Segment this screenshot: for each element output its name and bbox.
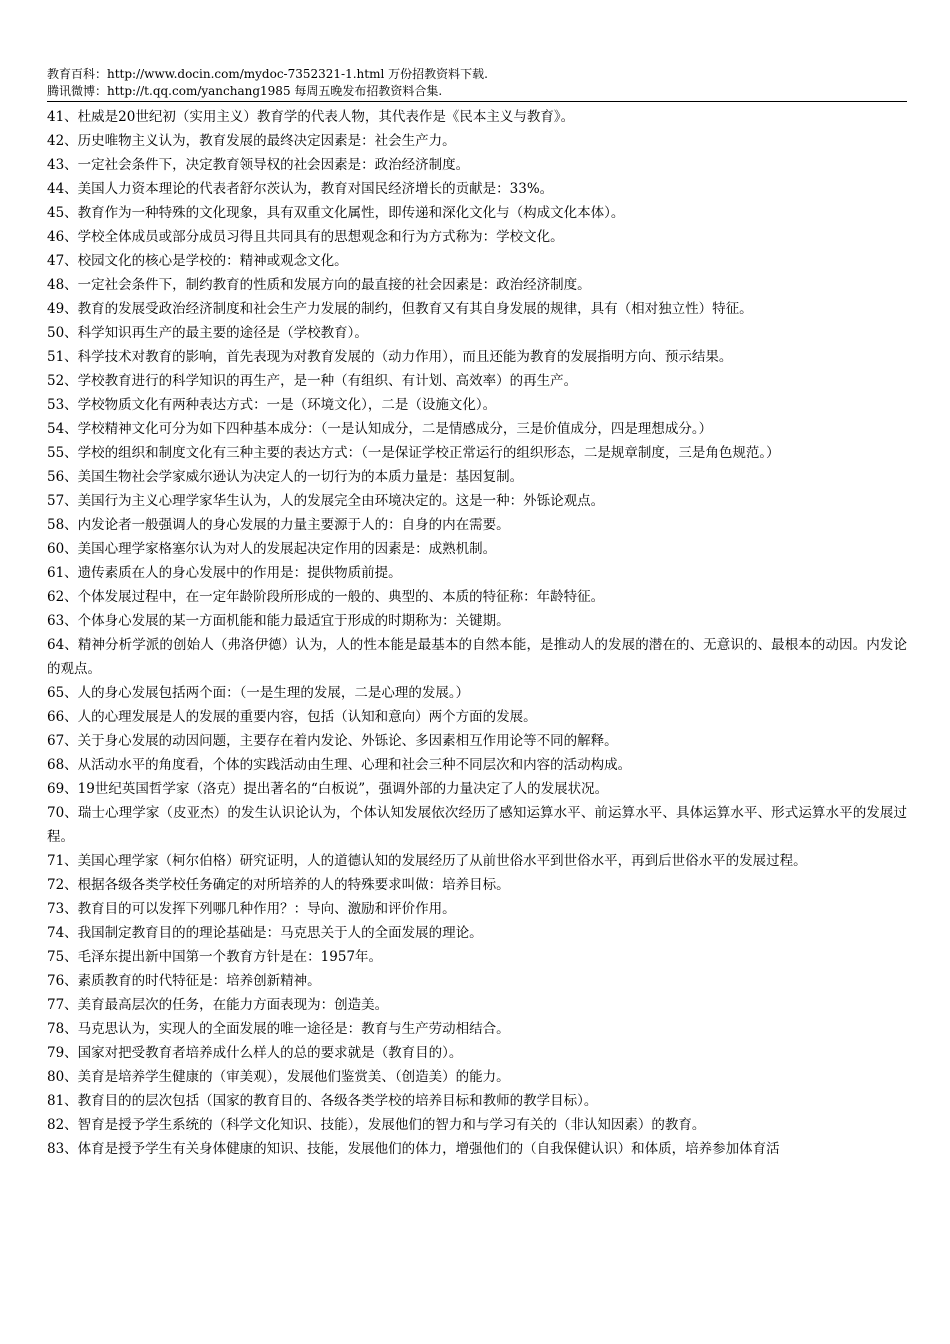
list-item: 75、毛泽东提出新中国第一个教育方针是在：1957年。	[47, 949, 383, 965]
list-item: 49、教育的发展受政治经济制度和社会生产力发展的制约，但教育又有其自身发展的规律，具有（相对独立性）特征。	[47, 301, 753, 317]
list-item: 43、一定社会条件下，决定教育领导权的社会因素是：政治经济制度。	[47, 157, 470, 173]
list-item: 45、教育作为一种特殊的文化现象，具有双重文化属性，即传递和深化文化与（构成文化本体）。	[47, 205, 625, 221]
list-item: 69、19世纪英国哲学家（洛克）提出著名的“白板说”，强调外部的力量决定了人的发展状况。	[47, 781, 609, 797]
list-item: 66、人的心理发展是人的发展的重要内容，包括（认知和意向）两个方面的发展。	[47, 709, 537, 725]
list-item: 71、美国心理学家（柯尔伯格）研究证明，人的道德认知的发展经历了从前世俗水平到世俗水平，再到后世俗水平的发展过程。	[47, 853, 807, 869]
list-item: 62、个体发展过程中，在一定年龄阶段所形成的一般的、典型的、本质的特征称：年龄特征。	[47, 589, 605, 605]
list-item: 83、体育是授予学生有关身体健康的知识、技能，发展他们的体力，增强他们的（自我保健认识）和体质，培养参加体育活	[47, 1141, 780, 1157]
list-item: 76、素质教育的时代特征是：培养创新精神。	[47, 973, 321, 989]
list-item: 42、历史唯物主义认为，教育发展的最终决定因素是：社会生产力。	[47, 133, 456, 149]
list-item: 57、美国行为主义心理学家华生认为，人的发展完全由环境决定的。这是一种：外铄论观点。	[47, 493, 605, 509]
header-docin-line: 教育百科：http://www.docin.com/mydoc-7352321-1.html 万份招教资料下载.	[47, 67, 488, 81]
list-item: 82、智育是授予学生系统的（科学文化知识、技能），发展他们的智力和与学习有关的（非认知因素）的教育。	[47, 1117, 706, 1133]
list-item: 56、美国生物社会学家威尔逊认为决定人的一切行为的本质力量是：基因复制。	[47, 469, 524, 485]
list-item: 53、学校物质文化有两种表达方式：一是（环境文化），二是（设施文化）。	[47, 397, 497, 413]
list-item: 78、马克思认为，实现人的全面发展的唯一途径是：教育与生产劳动相结合。	[47, 1021, 510, 1037]
list-item: 72、根据各级各类学校任务确定的对所培养的人的特殊要求叫做：培养目标。	[47, 877, 510, 893]
list-item: 70、瑞士心理学家（皮亚杰）的发生认识论认为，个体认知发展依次经历了感知运算水平、前运算水平、具体运算水平、形式运算水平的发展过程。	[47, 805, 907, 845]
list-item: 55、学校的组织和制度文化有三种主要的表达方式：（一是保证学校正常运行的组织形态，二是规章制度，三是角色规范。）	[47, 445, 780, 461]
list-item: 64、精神分析学派的创始人（弗洛伊德）认为，人的性本能是最基本的自然本能，是推动人的发展的潜在的、无意识的、最根本的动因。内发论的观点。	[47, 637, 907, 677]
list-item: 50、科学知识再生产的最主要的途径是（学校教育）。	[47, 325, 368, 341]
list-item: 46、学校全体成员或部分成员习得且共同具有的思想观念和行为方式称为：学校文化。	[47, 229, 564, 245]
list-item: 48、一定社会条件下，制约教育的性质和发展方向的最直接的社会因素是：政治经济制度。	[47, 277, 591, 293]
list-item: 52、学校教育进行的科学知识的再生产，是一种（有组织、有计划、高效率）的再生产。	[47, 373, 578, 389]
header-divider	[47, 101, 907, 102]
list-item: 60、美国心理学家格塞尔认为对人的发展起决定作用的因素是：成熟机制。	[47, 541, 497, 557]
list-item: 41、杜威是20世纪初（实用主义）教育学的代表人物，其代表作是《民本主义与教育》。	[47, 109, 575, 125]
list-item: 80、美育是培养学生健康的（审美观），发展他们鉴赏美、（创造美）的能力。	[47, 1069, 510, 1085]
list-item: 65、人的身心发展包括两个面：（一是生理的发展，二是心理的发展。）	[47, 685, 470, 701]
list-item: 63、个体身心发展的某一方面机能和能力最适宜于形成的时期称为：关键期。	[47, 613, 510, 629]
list-item: 73、教育目的可以发挥下列哪几种作用？：导向、激励和评价作用。	[47, 901, 456, 917]
list-item: 77、美育最高层次的任务，在能力方面表现为：创造美。	[47, 997, 389, 1013]
list-item: 54、学校精神文化可分为如下四种基本成分：（一是认知成分，二是情感成分，三是价值成分，四是理想成分。）	[47, 421, 713, 437]
list-item: 61、遗传素质在人的身心发展中的作用是：提供物质前提。	[47, 565, 402, 581]
list-item: 58、内发论者一般强调人的身心发展的力量主要源于人的：自身的内在需要。	[47, 517, 510, 533]
list-item: 79、国家对把受教育者培养成什么样人的总的要求就是（教育目的）。	[47, 1045, 463, 1061]
header-weibo-line: 腾讯微博：http://t.qq.com/yanchang1985 每周五晚发布招教资料合集.	[47, 84, 443, 98]
list-item: 67、关于身心发展的动因问题，主要存在着内发论、外铄论、多因素相互作用论等不同的解释。	[47, 733, 618, 749]
document-page	[47, 66, 907, 1161]
question-list	[47, 105, 907, 1161]
list-item: 44、美国人力资本理论的代表者舒尔茨认为，教育对国民经济增长的贡献是：33%。	[47, 181, 554, 197]
list-item: 51、科学技术对教育的影响，首先表现为对教育发展的（动力作用），而且还能为教育的发展指明方向、预示结果。	[47, 349, 733, 365]
list-item: 74、我国制定教育目的的理论基础是：马克思关于人的全面发展的理论。	[47, 925, 483, 941]
list-item: 47、校园文化的核心是学校的：精神或观念文化。	[47, 253, 348, 269]
list-item: 68、从活动水平的角度看，个体的实践活动由生理、心理和社会三种不同层次和内容的活动构成。	[47, 757, 632, 773]
list-item: 81、教育目的的层次包括（国家的教育目的、各级各类学校的培养目标和教师的教学目标）。	[47, 1093, 598, 1109]
